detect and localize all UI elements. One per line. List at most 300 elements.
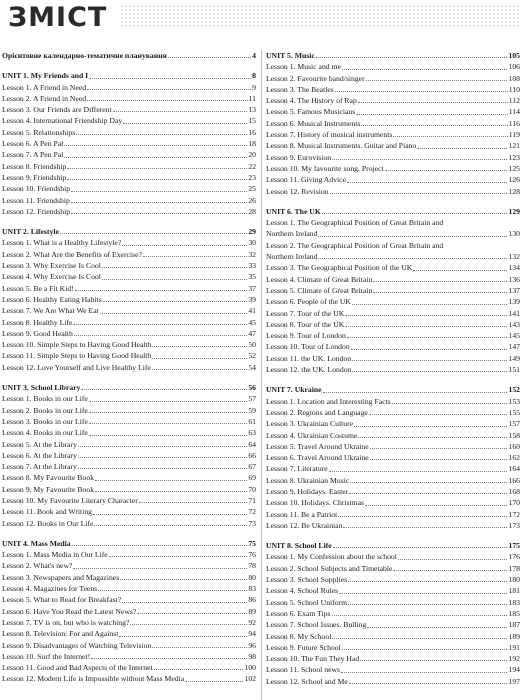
lesson-entry-title: Lesson 6. People of the UK <box>266 297 351 307</box>
page-number: 132 <box>508 252 520 262</box>
page-number: 191 <box>508 642 520 652</box>
lesson-entry <box>2 362 256 373</box>
lesson-entry-title: Lesson 12. School and Me <box>266 676 348 686</box>
lesson-entry <box>2 472 256 483</box>
dot-leader <box>71 213 247 214</box>
dot-leader <box>352 360 507 361</box>
page-number: 158 <box>508 430 520 440</box>
dot-leader <box>342 69 508 70</box>
dot-leader <box>122 245 247 246</box>
lesson-entry-title: Lesson 2. What's new? <box>2 561 73 571</box>
lesson-entry-title: Lesson 10. Holidays. Christmas <box>266 498 365 508</box>
dot-leader <box>95 491 247 492</box>
dot-leader <box>356 114 507 115</box>
lesson-entry-title: Lesson 7. History of musical instruments <box>266 130 393 140</box>
dot-leader <box>351 349 508 350</box>
lesson-entry <box>2 249 256 260</box>
lesson-entry <box>266 319 520 330</box>
lesson-entry-title: Lesson 9. Future School <box>266 642 341 652</box>
lesson-entry-continued-title: Northern Ireland <box>266 229 318 239</box>
page-number: 116 <box>508 118 520 128</box>
dot-leader <box>345 315 507 316</box>
lesson-entry-title: Lesson 6. At the Library <box>2 450 77 460</box>
lesson-entry <box>2 506 256 517</box>
lesson-entry <box>2 305 256 316</box>
dot-leader <box>102 267 247 268</box>
lesson-entry-title: Lesson 4. The History of Rap <box>266 96 357 106</box>
unit-heading <box>266 540 520 551</box>
page-number: 15 <box>248 116 256 126</box>
lesson-entry <box>2 495 256 506</box>
lesson-entry <box>2 294 256 305</box>
lesson-entry <box>2 93 256 104</box>
dot-leader <box>373 292 507 293</box>
lesson-entry-title: Lesson 5. Climate of Great Britain <box>266 285 373 295</box>
lesson-entry-title: Lesson 9. Tour of London <box>266 331 346 341</box>
page-number: 11 <box>248 93 256 103</box>
lesson-entry-title: Lesson 3. Books in our Life <box>2 416 88 426</box>
lesson-entry <box>2 673 256 684</box>
lesson-entry <box>266 106 520 117</box>
lesson-entry <box>2 339 256 350</box>
dot-leader <box>347 337 508 338</box>
lesson-entry <box>2 183 256 194</box>
page-number: 96 <box>248 640 256 650</box>
page-header <box>0 0 520 34</box>
dot-leader <box>93 514 247 515</box>
page-number: 197 <box>508 676 520 686</box>
page-number: 50 <box>248 340 256 350</box>
page-number: 32 <box>248 249 256 259</box>
dot-leader <box>143 256 247 257</box>
lesson-entry <box>266 676 520 687</box>
lesson-entry <box>2 583 256 594</box>
dot-leader <box>332 159 507 160</box>
page-number: 63 <box>248 428 256 438</box>
lesson-entry-title: Lesson 12. Friendship <box>2 206 71 216</box>
dot-leader <box>119 636 247 637</box>
dot-leader <box>367 627 507 628</box>
lesson-entry <box>266 418 520 429</box>
lesson-entry <box>2 283 256 294</box>
dot-leader <box>318 258 507 259</box>
dot-leader <box>120 579 247 580</box>
dot-leader <box>74 335 247 336</box>
lesson-entry-title: Lesson 8. My Favourite Book <box>2 473 95 483</box>
dot-leader <box>139 502 248 503</box>
lesson-entry <box>266 520 520 531</box>
page-number: 45 <box>248 317 256 327</box>
lesson-entry <box>2 206 256 217</box>
page-number: 106 <box>508 62 520 72</box>
lesson-entry-title: Lesson 9. Good Health <box>2 328 73 338</box>
lesson-entry <box>266 152 520 163</box>
dot-leader <box>81 389 247 390</box>
lesson-entry <box>266 631 520 642</box>
page-number: 78 <box>248 561 256 571</box>
lesson-entry <box>266 642 520 653</box>
lesson-entry-title: Lesson 10. Friendship <box>2 184 71 194</box>
toc-intro <box>2 50 256 61</box>
page-number: 98 <box>248 651 256 661</box>
page-number: 30 <box>248 238 256 248</box>
dot-leader <box>366 80 508 81</box>
dot-leader <box>102 279 247 280</box>
page-number: 56 <box>248 383 256 393</box>
lesson-entry-title: Lesson 9. My Favourite Book <box>2 484 95 494</box>
page-number: 164 <box>508 464 520 474</box>
page-number: 180 <box>508 575 520 585</box>
lesson-entry <box>2 161 256 172</box>
dot-leader <box>87 100 247 101</box>
lesson-entry-title: Lesson 7. A Pen Pal <box>2 150 64 160</box>
dot-leader <box>370 448 508 449</box>
dot-leader <box>137 613 247 614</box>
page-number: 126 <box>508 175 520 185</box>
unit-heading-title: UNIT 1. My Friends and I <box>2 71 89 81</box>
page-number: 136 <box>508 274 520 284</box>
lesson-entry-title: Lesson 7. At the Library <box>2 462 77 472</box>
lesson-entry-title: Lesson 1. Books in our Life <box>2 394 88 404</box>
page-number: 181 <box>508 586 520 596</box>
page-number: 86 <box>248 595 256 605</box>
lesson-entry <box>2 549 256 560</box>
lesson-entry <box>266 619 520 630</box>
lesson-entry <box>266 597 520 608</box>
lesson-entry-title: Lesson 1. Mass Media in Our Life <box>2 550 108 560</box>
dot-leader <box>78 457 247 458</box>
lesson-entry <box>266 163 520 174</box>
dot-leader <box>89 435 247 436</box>
lesson-entry-title: Lesson 1. The Geographical Position of Great Britain and <box>266 218 444 228</box>
lesson-entry-title: Lesson 5. Famous Musicians <box>266 107 356 117</box>
dot-leader <box>152 346 247 347</box>
page-number: 41 <box>248 306 256 316</box>
lesson-entry-title: Lesson 5. Be a Fit Kid! <box>2 283 74 293</box>
dot-leader <box>343 527 507 528</box>
dot-leader <box>94 525 247 526</box>
lesson-entry-title: Lesson 1. A Friend in Need <box>2 82 87 92</box>
lesson-entry <box>2 172 256 183</box>
dot-leader <box>398 559 508 560</box>
lesson-entry-title: Lesson 5. School Uniform <box>266 597 348 607</box>
lesson-entry <box>2 317 256 328</box>
lesson-entry <box>266 73 520 84</box>
unit-heading <box>2 382 256 393</box>
unit-heading-title: UNIT 5. Music <box>266 51 315 60</box>
lesson-entry <box>266 140 520 151</box>
lesson-entry-title: Lesson 11. Simple Steps to Having Good Health <box>2 351 152 361</box>
lesson-entry <box>266 509 520 520</box>
lesson-entry <box>2 606 256 617</box>
page-number: 192 <box>508 654 520 664</box>
dot-leader <box>185 681 243 682</box>
page-number: 100 <box>244 663 256 673</box>
unit-heading-title: UNIT 6. The UK <box>266 206 321 216</box>
page-title: ЗМІСТ <box>8 2 108 33</box>
dot-leader <box>333 547 508 548</box>
dot-leader <box>360 660 507 661</box>
lesson-entry <box>2 416 256 427</box>
lesson-entry <box>2 560 256 571</box>
page-number: 176 <box>508 552 520 562</box>
dot-leader <box>347 182 507 183</box>
lesson-entry-title: Lesson 10. The Fun They Had <box>266 654 360 664</box>
unit-heading <box>266 384 520 395</box>
dot-leader <box>100 313 248 314</box>
dot-leader <box>393 136 507 137</box>
lesson-entry-title: Lesson 4. Ukrainian Costume <box>266 430 358 440</box>
dot-leader <box>345 326 507 327</box>
lesson-entry-title: Lesson 3. Why Exercise Is Cool <box>2 261 101 271</box>
lesson-entry <box>266 240 520 251</box>
lesson-entry <box>2 127 256 138</box>
lesson-entry <box>2 572 256 583</box>
lesson-entry-title: Lesson 5. Relationships <box>2 127 76 137</box>
lesson-entry-title: Lesson 8. Tour of the UK <box>266 319 345 329</box>
lesson-entry-title: Lesson 10. Surf the Internet! <box>2 651 91 661</box>
page-number: 9 <box>252 82 256 92</box>
lesson-entry <box>266 217 520 228</box>
lesson-entry <box>2 405 256 416</box>
page-number: 194 <box>508 665 520 675</box>
dot-leader <box>352 304 507 305</box>
dot-leader <box>330 193 508 194</box>
dot-leader <box>341 672 507 673</box>
dot-leader <box>64 157 247 158</box>
page-number: 72 <box>248 507 256 517</box>
unit-heading <box>266 50 520 61</box>
page-number: 80 <box>248 572 256 582</box>
lesson-entry <box>2 518 256 529</box>
page-number: 125 <box>508 163 520 173</box>
page-number: 66 <box>248 450 256 460</box>
dot-leader <box>67 179 247 180</box>
page-number: 152 <box>508 385 520 395</box>
unit-heading-title: UNIT 7. Ukraine <box>266 385 322 395</box>
page-number: 67 <box>248 462 256 472</box>
page-number: 108 <box>508 73 520 83</box>
page-number: 22 <box>248 161 256 171</box>
page-number: 26 <box>248 195 256 205</box>
dot-leader <box>358 102 508 103</box>
page-number: 94 <box>248 629 256 639</box>
lesson-entry <box>2 427 256 438</box>
lesson-entry-title: Lesson 11. the UK. London <box>266 353 352 363</box>
unit-heading-title: UNIT 3. School Library <box>2 383 81 393</box>
dot-leader <box>71 202 247 203</box>
dot-leader <box>318 236 507 237</box>
lesson-entry-title: Lesson 3. Our Friends are Different <box>2 105 112 115</box>
page-number: 54 <box>248 362 256 372</box>
lesson-entry-title: Lesson 2. A Friend in Need <box>2 93 87 103</box>
page-number: 70 <box>248 484 256 494</box>
section-gap <box>2 373 256 382</box>
page-number: 155 <box>508 407 520 417</box>
page-number: 25 <box>248 184 256 194</box>
lesson-entry-title: Lesson 11. Book and Writing <box>2 507 93 517</box>
page-number: 71 <box>248 495 256 505</box>
lesson-entry-title: Lesson 12. the UK. London <box>266 365 352 375</box>
lesson-entry-title: Lesson 11. Good and Bad Aspects of the Internet <box>2 663 153 673</box>
page-number: 57 <box>248 394 256 404</box>
page-number: 75 <box>248 538 256 548</box>
lesson-entry-title: Lesson 5. What to Read for Breakfast? <box>2 595 122 605</box>
lesson-entry-title: Lesson 12. Books in Our Life <box>2 518 94 528</box>
dot-leader <box>64 145 247 146</box>
lesson-entry-title: Lesson 2. School Subjects and Timetable <box>266 563 393 573</box>
lesson-entry <box>2 328 256 339</box>
dot-leader <box>338 516 507 517</box>
lesson-entry-title: Lesson 12. Revision <box>266 186 329 196</box>
lesson-entry <box>266 61 520 72</box>
unit-heading-title: UNIT 2. Lifestyle <box>2 227 59 237</box>
dot-leader <box>349 493 507 494</box>
lesson-entry <box>266 430 520 441</box>
lesson-entry-title: Lesson 1. Music and me <box>266 62 341 72</box>
page-number: 105 <box>508 51 520 60</box>
page-number: 102 <box>244 674 256 684</box>
dot-leader <box>89 401 247 402</box>
lesson-entry-title: Lesson 3. School Supplies <box>266 575 348 585</box>
page-number: 139 <box>508 297 520 307</box>
dot-leader <box>78 446 247 447</box>
toc-intro-title: Орієнтовне календарно-тематичне планування <box>2 51 167 60</box>
page-number: 130 <box>508 229 520 239</box>
lesson-entry-title: Lesson 1. Location and Interesting Facts <box>266 396 391 406</box>
page-number: 47 <box>248 328 256 338</box>
dot-leader <box>339 593 507 594</box>
dot-leader <box>113 111 248 112</box>
lesson-entry-title: Lesson 1. What is a Healthy Lifestyle? <box>2 238 122 248</box>
dot-leader <box>323 392 508 393</box>
dot-leader <box>91 658 247 659</box>
lesson-entry-title: Lesson 4. Why Exercise Is Cool <box>2 272 101 282</box>
lesson-entry <box>266 95 520 106</box>
dot-leader <box>152 369 248 370</box>
lesson-entry <box>2 195 256 206</box>
dot-leader <box>95 480 247 481</box>
dot-leader <box>154 669 244 670</box>
lesson-entry-continued-title: Northern Ireland <box>266 252 318 262</box>
page-number: 8 <box>252 71 256 81</box>
page-number: 59 <box>248 405 256 415</box>
lesson-entry <box>266 407 520 418</box>
lesson-entry <box>266 174 520 185</box>
dot-leader <box>370 459 508 460</box>
page-number: 151 <box>508 365 520 375</box>
lesson-entry-title: Lesson 6. Travel Around Ukraine <box>266 453 369 463</box>
dot-leader <box>385 170 508 171</box>
dot-leader <box>332 615 508 616</box>
lesson-entry <box>2 393 256 404</box>
lesson-entry <box>266 353 520 364</box>
page-number: 69 <box>248 473 256 483</box>
page-number: 89 <box>248 606 256 616</box>
dot-leader <box>89 412 247 413</box>
page-number: 170 <box>508 498 520 508</box>
lesson-entry <box>266 608 520 619</box>
lesson-entry-title: Lesson 12. Modern Life is Impossible without Mass Media <box>2 674 185 684</box>
lesson-entry <box>2 149 256 160</box>
dot-leader <box>348 581 507 582</box>
lesson-entry <box>266 274 520 285</box>
page-number: 33 <box>248 261 256 271</box>
lesson-entry-title: Lesson 5. At the Library <box>2 439 77 449</box>
page-number: 185 <box>508 608 520 618</box>
dot-leader <box>358 437 507 438</box>
page-number: 189 <box>508 631 520 641</box>
lesson-entry-title: Lesson 4. Climate of Great Britain <box>266 274 373 284</box>
page-number: 4 <box>252 51 256 60</box>
lesson-entry <box>266 551 520 562</box>
dot-leader <box>352 371 507 372</box>
page-number: 18 <box>248 139 256 149</box>
lesson-entry <box>2 628 256 639</box>
dot-leader <box>71 191 247 192</box>
dot-leader <box>369 414 508 415</box>
unit-heading <box>266 206 520 217</box>
page-number: 168 <box>508 486 520 496</box>
dot-leader <box>152 647 247 648</box>
page-number: 64 <box>248 439 256 449</box>
section-gap <box>266 531 520 540</box>
header-dot-pattern <box>120 4 520 28</box>
page-number: 28 <box>248 206 256 216</box>
lesson-entry <box>2 115 256 126</box>
lesson-entry-title: Lesson 10. My favourite song. Project <box>266 163 384 173</box>
unit-heading <box>2 226 256 237</box>
lesson-entry-title: Lesson 9. Friendship <box>2 172 67 182</box>
lesson-entry <box>2 651 256 662</box>
dot-leader <box>348 604 507 605</box>
lesson-entry <box>266 341 520 352</box>
lesson-entry <box>266 330 520 341</box>
dot-leader <box>392 403 508 404</box>
page-number: 166 <box>508 475 520 485</box>
page-number: 147 <box>508 342 520 352</box>
lesson-entry-title: Lesson 8. Television: For and Against <box>2 629 119 639</box>
lesson-entry <box>266 585 520 596</box>
lesson-entry-title: Lesson 2. Favourite band/singer <box>266 73 365 83</box>
lesson-entry <box>2 260 256 271</box>
lesson-entry-title: Lesson 4. School Rules <box>266 586 339 596</box>
dot-leader <box>354 426 507 427</box>
lesson-entry-title: Lesson 3. Ukrainian Culture <box>266 419 354 429</box>
lesson-entry-title: Lesson 11. Friendship <box>2 195 70 205</box>
section-gap <box>2 61 256 70</box>
lesson-entry <box>266 118 520 129</box>
page-number: 13 <box>248 105 256 115</box>
lesson-entry <box>266 664 520 675</box>
lesson-entry-title: Lesson 2. Books in our Life <box>2 405 88 415</box>
page-number: 162 <box>508 453 520 463</box>
lesson-entry <box>266 129 520 140</box>
unit-heading <box>2 538 256 549</box>
dot-leader <box>67 168 247 169</box>
lesson-entry-continued <box>266 228 520 239</box>
unit-heading <box>2 70 256 81</box>
dot-leader <box>168 57 251 58</box>
lesson-entry-title: Lesson 7. Literature <box>266 464 328 474</box>
page-number: 129 <box>508 206 520 216</box>
lesson-entry-title: Lesson 11. Giving Advice <box>266 175 346 185</box>
lesson-entry <box>266 452 520 463</box>
section-gap <box>266 375 520 384</box>
lesson-entry-title: Lesson 2. What Are the Benefits of Exercise? <box>2 249 142 259</box>
lesson-entry-title: Lesson 3. The Geographical Position of the UK <box>266 263 413 273</box>
lesson-entry-title: Lesson 11. School news <box>266 665 341 675</box>
